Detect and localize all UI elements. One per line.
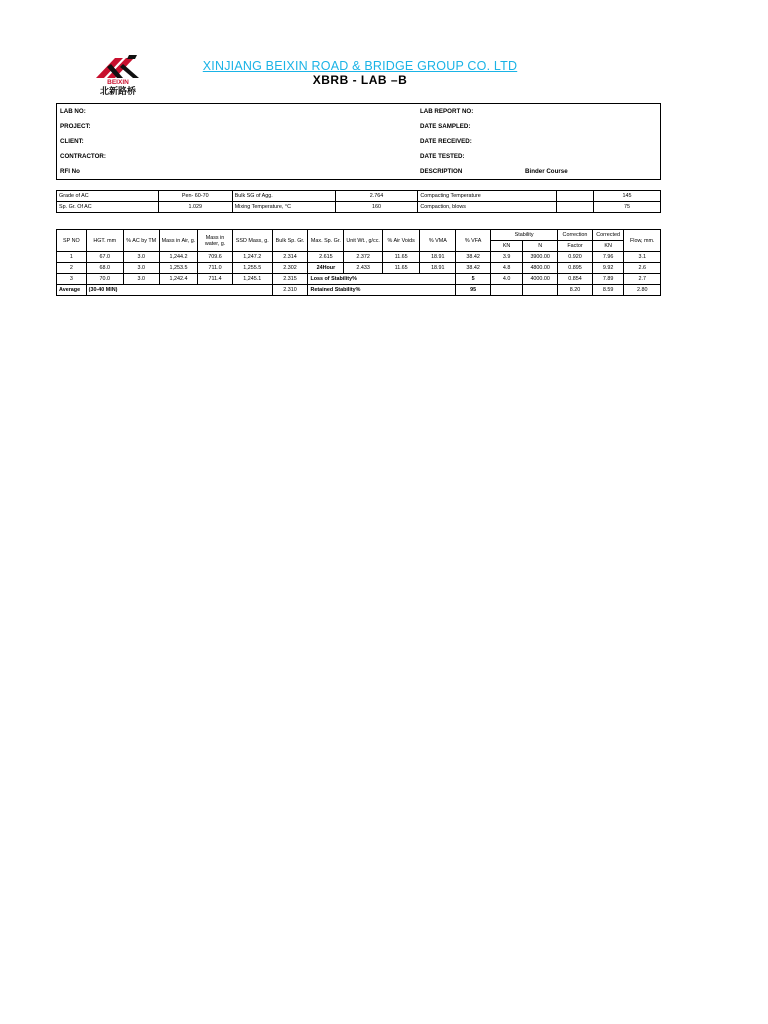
description-label: DESCRIPTION [420,168,463,175]
table-cell: 4000.00 [523,274,558,285]
logo-text-en: BEIXIN [107,79,129,86]
table-cell: 4800.00 [523,263,558,274]
header-row [57,230,661,241]
table-cell: 1,245.1 [232,274,272,285]
table-cell: 2.315 [272,274,308,285]
table-cell: 9.92 [592,263,624,274]
col-ac-tm: % AC by TM [123,230,159,252]
table-cell: 711.0 [198,263,233,274]
table-cell: 709.6 [198,252,233,263]
table-cell: 4.0 [490,274,522,285]
col-hgt: HGT. mm [86,230,123,252]
spgr-label: Sp. Gr. Of AC [57,202,159,213]
lab-report-no-label: LAB REPORT NO: [420,108,474,115]
empty-cell [523,285,558,296]
table-cell: 0.854 [558,274,593,285]
table-cell: 18.91 [420,263,456,274]
table-cell: 70.0 [86,274,123,285]
table-cell: 67.0 [86,252,123,263]
table-cell: 3900.00 [523,252,558,263]
empty-cell [490,285,522,296]
rfi-label: RFI No [60,168,80,175]
col-mass-water: Mass in water, g. [198,230,233,252]
compacting-temp-label: Compacting Temperature [418,191,557,202]
average-bulk: 2.310 [272,285,308,296]
col-bulk: Bulk Sp. Gr. [272,230,308,252]
average-correction: 8.20 [558,285,593,296]
empty-cell [557,202,594,213]
col-stability: Stability [490,230,557,241]
table-cell: 3.0 [123,274,159,285]
table-cell: 4.8 [490,263,522,274]
mixing-temp-value: 160 [335,202,418,213]
spgr-value: 1.029 [158,202,232,213]
col-factor: Factor [558,241,593,252]
table-cell: 11.65 [382,252,420,263]
date-received-label: DATE RECEIVED: [420,138,472,145]
col-air-voids: % Air Voids [382,230,420,252]
table-cell: 38.42 [456,263,491,274]
table-row [57,191,661,202]
lab-no-label: LAB NO: [60,108,86,115]
logo-text-cn: 北新路桥 [99,87,137,96]
report-subtitle: XBRB - LAB –B [312,73,408,87]
retained-label: Retained Stability% [308,285,456,296]
col-kn: KN [490,241,522,252]
col-ssd: SSD Mass, g. [232,230,272,252]
compaction-value: 75 [594,202,661,213]
table-row [57,263,661,274]
table-cell: 2.7 [624,274,661,285]
table-cell: Loss of Stability% [308,274,456,285]
table-cell: 2 [57,263,87,274]
compaction-label: Compaction, blows [418,202,557,213]
col-n: N [523,241,558,252]
table-cell: 711.4 [198,274,233,285]
date-sampled-label: DATE SAMPLED: [420,123,471,130]
table-cell: 2.615 [308,252,344,263]
table-cell: 0.895 [558,263,593,274]
col-vfa: % VFA [456,230,491,252]
client-label: CLIENT: [60,138,84,145]
project-label: PROJECT: [60,123,91,130]
table-cell: 3.1 [624,252,661,263]
col-vma: % VMA [420,230,456,252]
grade-label: Grade of AC [57,191,159,202]
average-label: Average [57,285,87,296]
average-corrected: 8.59 [592,285,624,296]
col-max: Max. Sp. Gr. [308,230,344,252]
retained-value: 95 [456,285,491,296]
table-cell: 2.314 [272,252,308,263]
col-mass-air: Mass in Air, g. [159,230,198,252]
table-cell: 3.0 [123,252,159,263]
table-cell: 38.42 [456,252,491,263]
col-unit-wt: Unit Wt., g/cc. [344,230,383,252]
col-sp-no: SP NO [57,230,87,252]
table-cell: 1,247.2 [232,252,272,263]
average-row [57,285,661,296]
table-cell: 2.302 [272,263,308,274]
grade-value: Pen- 60-70 [158,191,232,202]
average-flow: 2.80 [624,285,661,296]
empty-cell [557,191,594,202]
table-row [57,274,661,285]
contractor-label: CONTRACTOR: [60,153,106,160]
company-name: XINJIANG BEIXIN ROAD & BRIDGE GROUP CO. LTD [202,59,518,73]
table-cell: 1,253.5 [159,263,198,274]
table-cell: 1,244.2 [159,252,198,263]
table-cell: 2.433 [344,263,383,274]
result-rows [57,252,661,285]
table-cell: 7.89 [592,274,624,285]
table-cell: 24Hour [308,263,344,274]
col-corrected: Corrected [592,230,624,241]
table-cell: 3 [57,274,87,285]
table-row [57,252,661,263]
col-correction: Correction [558,230,593,241]
bulk-sg-value: 2.764 [335,191,418,202]
average-note: (30-40 MIN) [86,285,272,296]
description-value: Binder Course [525,168,568,175]
table-cell: 1 [57,252,87,263]
table-row [57,202,661,213]
compacting-temp-value: 145 [594,191,661,202]
table-cell: 3.0 [123,263,159,274]
table-cell: 0.920 [558,252,593,263]
date-tested-label: DATE TESTED: [420,153,465,160]
col-corrected-kn: KN [592,241,624,252]
report-info-block [56,103,661,180]
table-cell: 5 [456,274,491,285]
table-cell: 7.96 [592,252,624,263]
bulk-sg-label: Bulk SG of Agg. [232,191,335,202]
mixing-temp-label: Mixing Temperature, °C [232,202,335,213]
table-cell: 68.0 [86,263,123,274]
table-cell: 1,242.4 [159,274,198,285]
table-cell: 2.372 [344,252,383,263]
table-cell: 3.9 [490,252,522,263]
table-cell: 2.6 [624,263,661,274]
table-cell: 1,255.5 [232,263,272,274]
col-flow: Flow, mm. [624,230,661,252]
marshall-results-table [56,229,661,296]
table-cell: 18.91 [420,252,456,263]
mix-properties-table [56,190,661,213]
table-cell: 11.65 [382,263,420,274]
